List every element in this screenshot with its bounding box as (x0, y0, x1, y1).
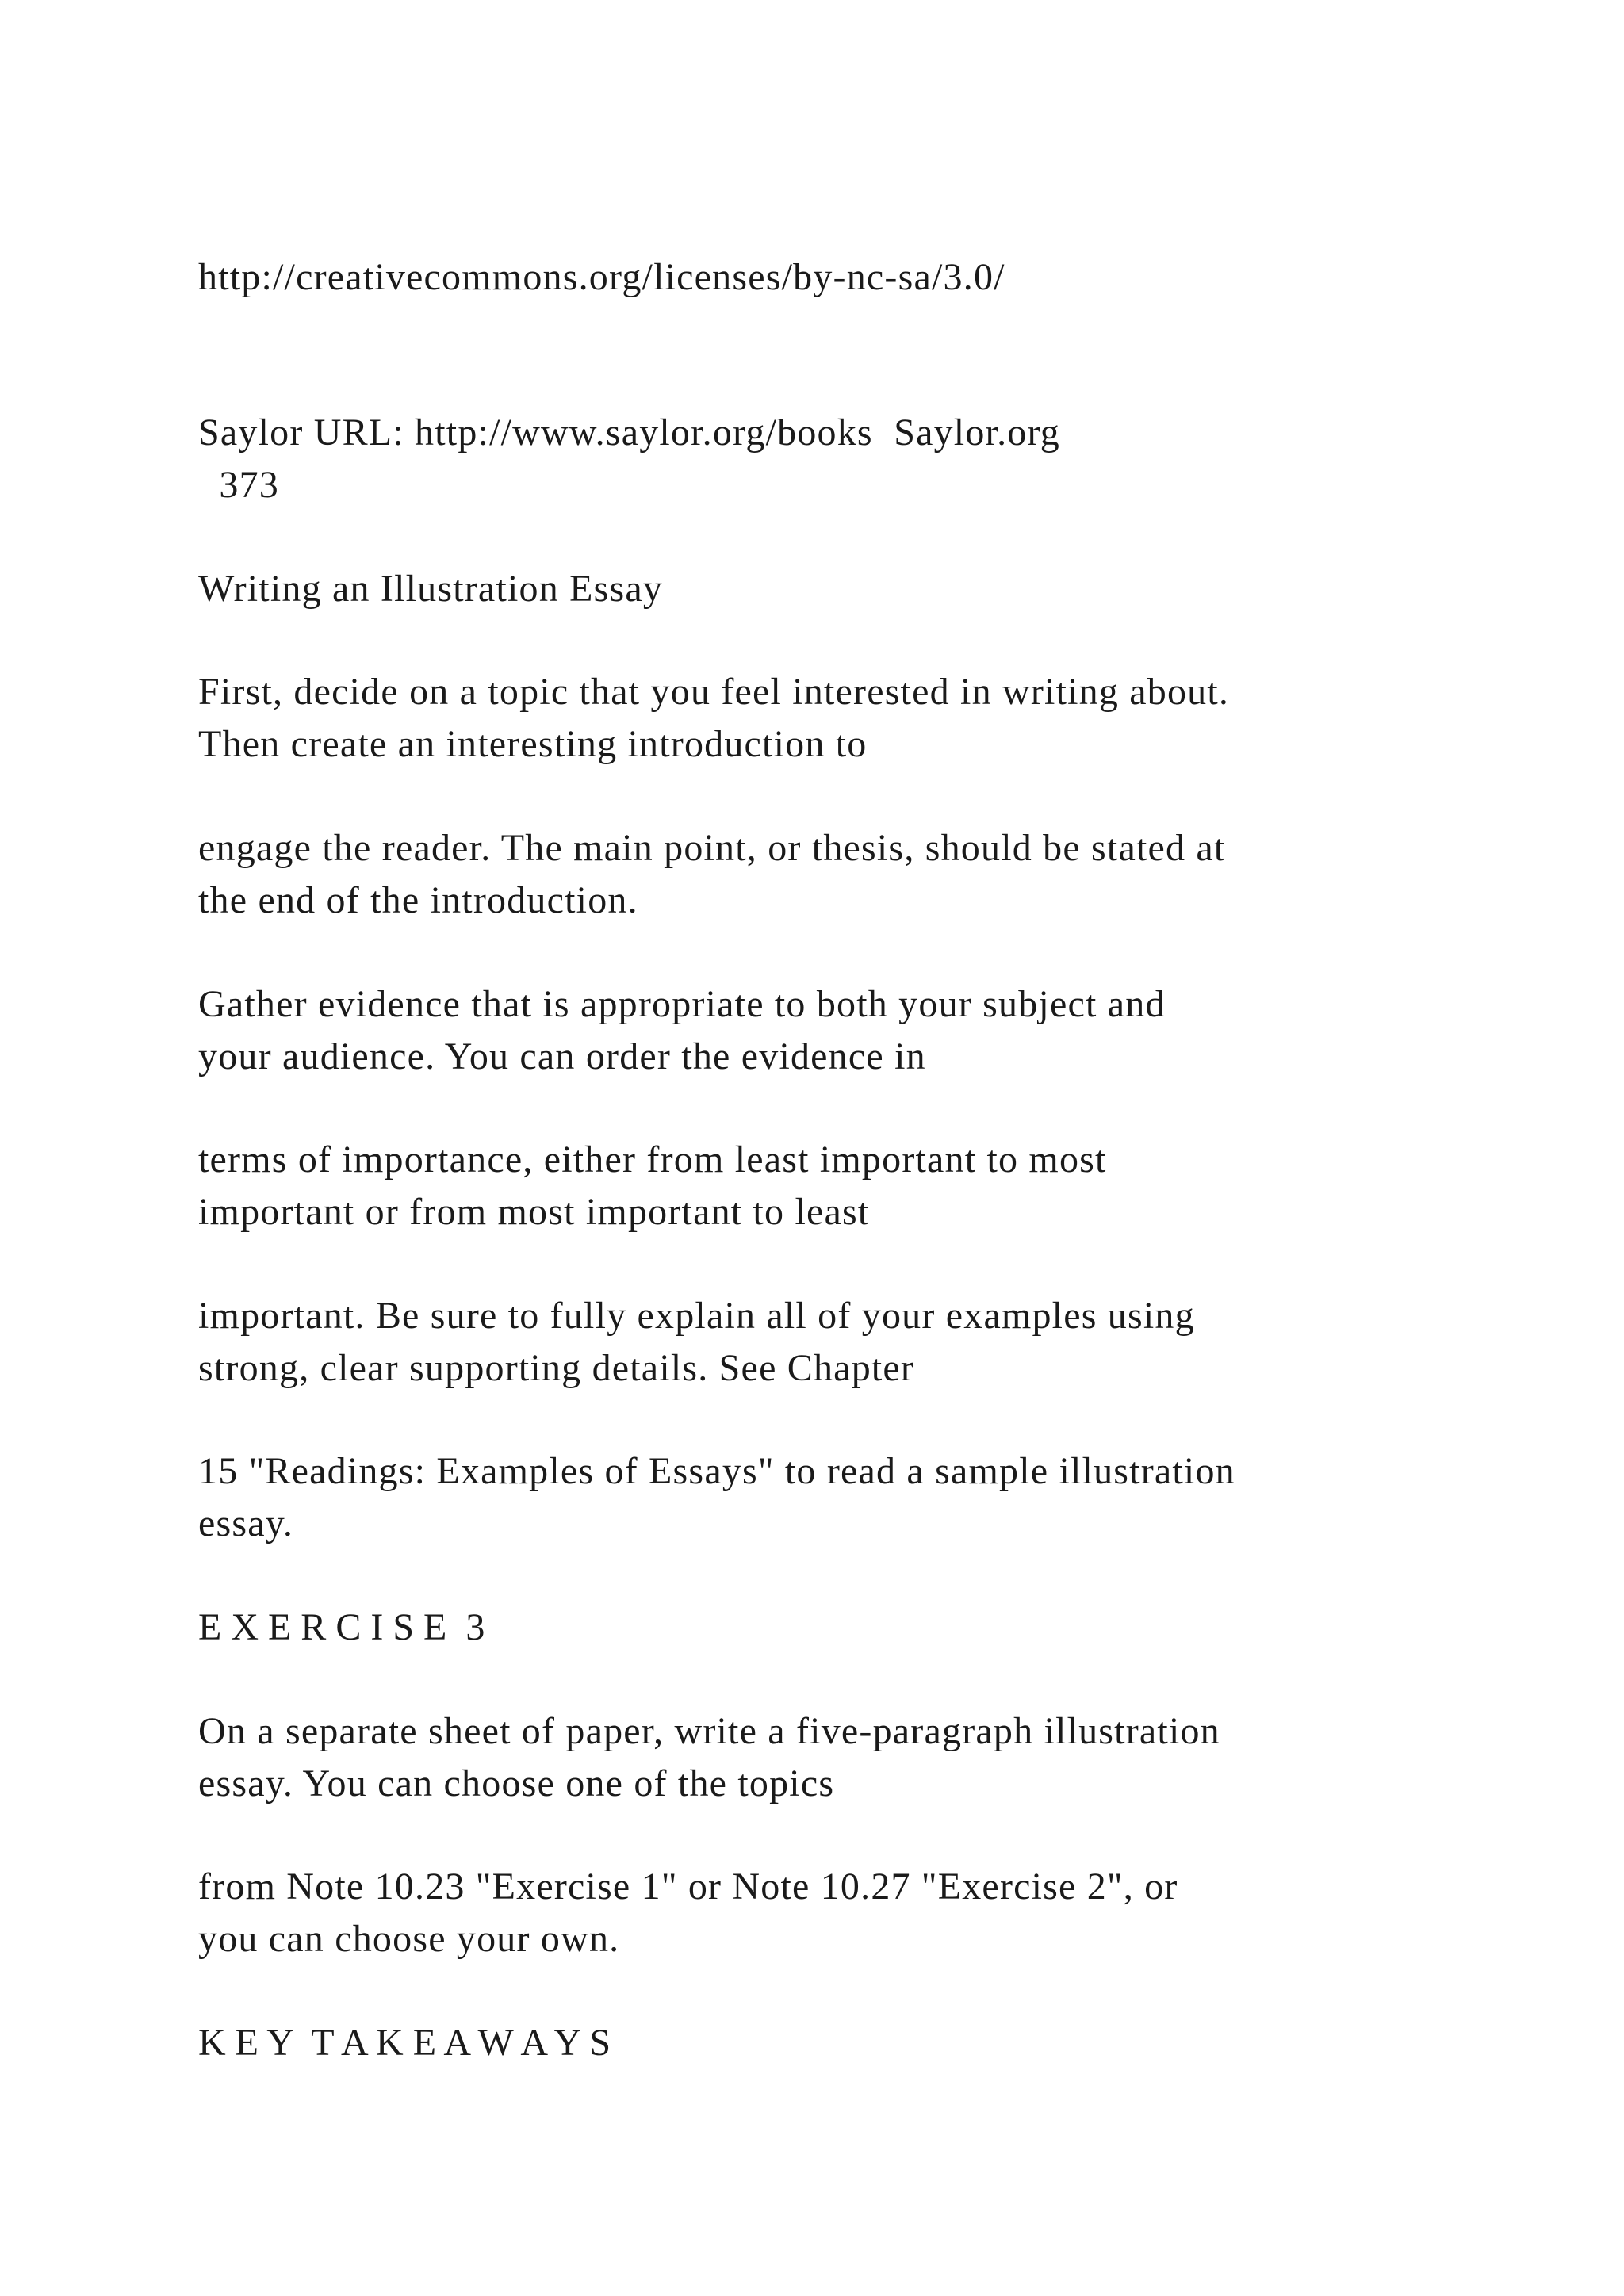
section-heading: Writing an Illustration Essay (198, 568, 664, 610)
paragraph-line: your audience. You can order the evidence in (198, 1035, 926, 1077)
exercise-paragraph-line: On a separate sheet of paper, write a five-paragraph illustration (198, 1710, 1220, 1752)
paragraph-line: terms of importance, either from least important to most (198, 1138, 1107, 1181)
key-takeaways-heading: K E Y T A K E A W A Y S (198, 2022, 611, 2064)
paragraph-line: strong, clear supporting details. See Chapter (198, 1347, 915, 1389)
paragraph-line: First, decide on a topic that you feel interested in writing about. (198, 671, 1230, 713)
page-number: 373 (198, 464, 279, 506)
exercise-paragraph-line: essay. You can choose one of the topics (198, 1762, 835, 1804)
exercise-paragraph-line: you can choose your own. (198, 1918, 620, 1960)
exercise-heading: E X E R C I S E 3 (198, 1606, 485, 1648)
exercise-paragraph-line: from Note 10.23 "Exercise 1" or Note 10.27 "Exercise 2", or (198, 1866, 1178, 1908)
paragraph-line: Then create an interesting introduction to (198, 723, 868, 765)
paragraph-line: 15 "Readings: Examples of Essays" to read a sample illustration (198, 1450, 1235, 1492)
paragraph-line: the end of the introduction. (198, 879, 638, 921)
paragraph-line: engage the reader. The main point, or thesis, should be stated at (198, 827, 1226, 869)
paragraph-line: important. Be sure to fully explain all of your examples using (198, 1295, 1195, 1337)
license-url: http://creativecommons.org/licenses/by-nc-sa/3.0/ (198, 256, 1005, 298)
paragraph-line: Gather evidence that is appropriate to both your subject and (198, 983, 1166, 1025)
paragraph-line: important or from most important to least (198, 1191, 870, 1233)
saylor-url-line: Saylor URL: http://www.saylor.org/books Saylor.org (198, 411, 1060, 453)
paragraph-line: essay. (198, 1502, 294, 1544)
